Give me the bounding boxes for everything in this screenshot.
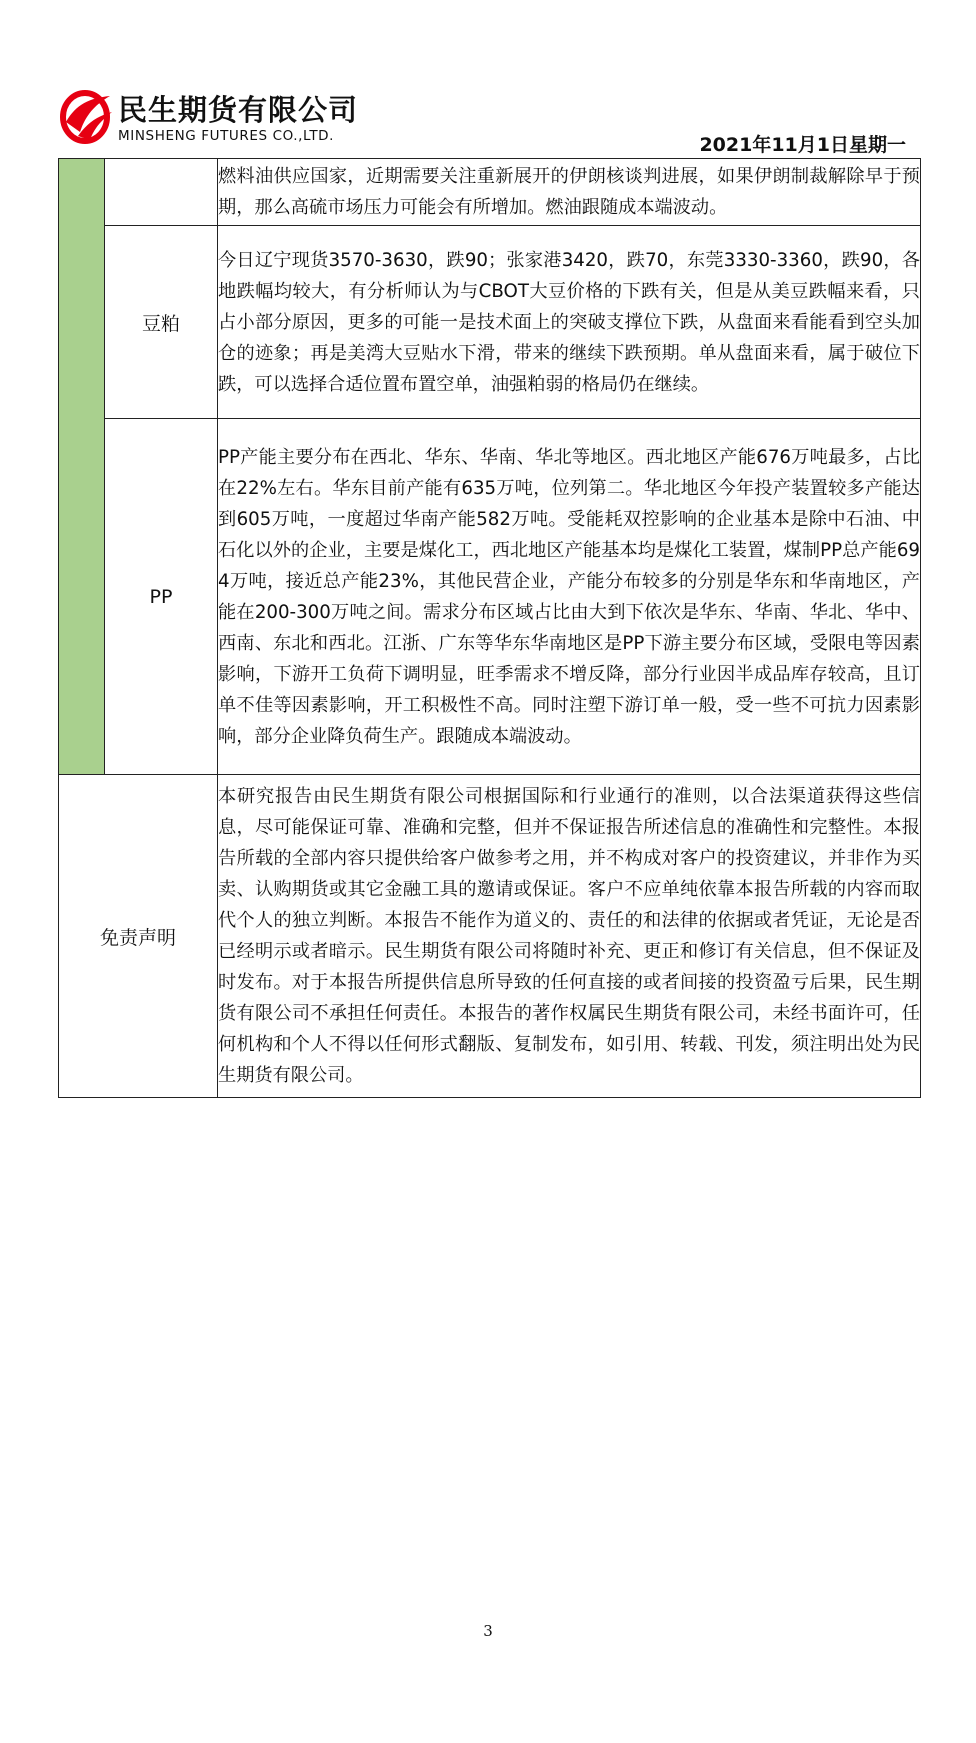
commodity-analysis: 今日辽宁现货3570-3630，跌90；张家港3420，跌70，东莞3330-3360，跌90，各地跌幅均较大，有分析师认为与CBOT大豆价格的下跌有关，但是从美豆跌幅来看，只占小部分原因，更多的可能一是技术面上的突破支撑位下跌，从盘面来看能看到空头加仓的迹象；再是美湾大豆贴水下滑，带来的继续下跌预期。单从盘面来看，属于破位下跌，可以选择合适位置布置空单，油强粕弱的格局仍在继续。 — [218, 226, 921, 419]
disclaimer-text: 本研究报告由民生期货有限公司根据国际和行业通行的准则，以合法渠道获得这些信息，尽可能保证可靠、准确和完整，但并不保证报告所述信息的准确性和完整性。本报告所载的全部内容只提供给客户做参考之用，并不构成对客户的投资建议，并非作为买卖、认购期货或其它金融工具的邀请或保证。客户不应单纯依靠本报告所载的内容而取代个人的独立判断。本报告不能作为道义的、责任的和法律的依据或者凭证，无论是否已经明示或者暗示。民生期货有限公司将随时补充、更正和修订有关信息，但不保证及时发布。对于本报告所提供信息所导致的任何直接的或者间接的投资盈亏后果，民生期货有限公司不承担任何责任。本报告的著作权属民生期货有限公司，未经书面许可，任何机构和个人不得以任何形式翻版、复制发布，如引用、转载、刊发，须注明出处为民生期货有限公司。 — [218, 775, 921, 1098]
logo-english-name: MINSHENG FUTURES CO.,LTD. — [118, 128, 335, 144]
table-row — [59, 775, 921, 1098]
commodity-analysis: 燃料油供应国家，近期需要关注重新展开的伊朗核谈判进展，如果伊朗制裁解除早于预期，那么高硫市场压力可能会有所增加。燃油跟随成本端波动。 — [218, 159, 921, 226]
report-table — [58, 158, 921, 1098]
commodity-label — [105, 159, 218, 226]
company-logo — [60, 86, 360, 152]
disclaimer-label: 免责声明 — [59, 775, 218, 1098]
report-date: 2021年11月1日星期一 — [699, 134, 906, 156]
logo-chinese-name: 民生期货有限公司 — [118, 93, 359, 127]
commodity-analysis: PP产能主要分布在西北、华东、华南、华北等地区。西北地区产能676万吨最多，占比在22%左右。华东目前产能有635万吨，位列第二。华北地区今年投产装置较多产能达到605万吨，一度超过华南产能582万吨。受能耗双控影响的企业基本是除中石油、中石化以外的企业，主要是煤化工，西北地区产能基本均是煤化工装置，煤制PP总产能694万吨，接近总产能23%，其他民营企业，产能分布较多的分别是华东和华南地区，产能在200-300万吨之间。需求分布区域占比由大到下依次是华东、华南、华北、华中、西南、东北和西北。江浙、广东等华东华南地区是PP下游主要分布区域，受限电等因素影响，下游开工负荷下调明显，旺季需求不增反降，部分行业因半成品库存较高，且订单不佳等因素影响，开工积极性不高。同时注塑下游订单一般，受一些不可抗力因素影响，部分企业降负荷生产。跟随成本端波动。 — [218, 419, 921, 775]
table-row — [59, 419, 921, 775]
table-row — [59, 159, 921, 226]
table-row — [59, 226, 921, 419]
commodity-label: PP — [105, 419, 218, 775]
page-number: 3 — [483, 1622, 493, 1640]
minsheng-logo-icon — [60, 86, 114, 148]
commodity-label: 豆粕 — [105, 226, 218, 419]
category-sidebar — [59, 159, 105, 775]
